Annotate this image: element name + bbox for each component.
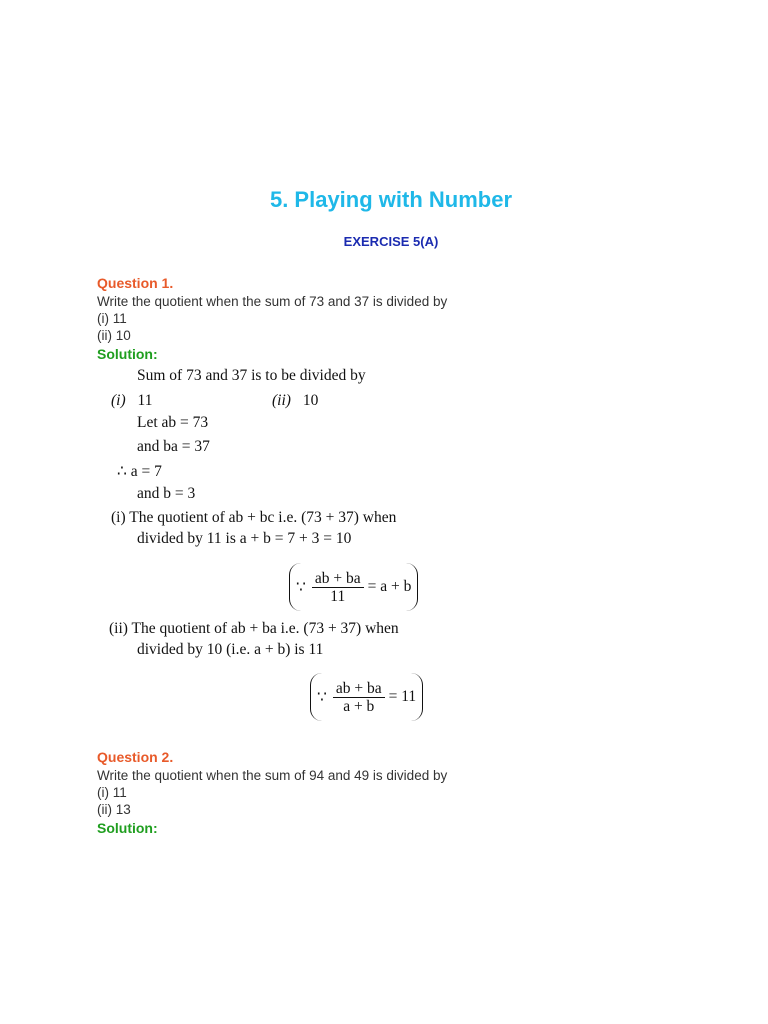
solution-part-i-line2: divided by 11 is a + b = 7 + 3 = 10 (137, 530, 352, 547)
solution-part-ii-line1: (ii) The quotient of ab + ba i.e. (73 + 37) when (109, 620, 399, 637)
solution-option-i (111, 392, 152, 410)
solution-and-b: and b = 3 (137, 485, 196, 502)
solution-let-ab: Let ab = 73 (137, 414, 209, 431)
exercise-heading: EXERCISE 5(A) (343, 234, 439, 249)
because-symbol-1: ∵ (296, 578, 306, 596)
solution-line-sum: Sum of 73 and 37 is to be divided by (137, 367, 366, 384)
solution-fraction-2 (310, 673, 423, 721)
solution-therefore-a: ∴ a = 7 (117, 463, 162, 480)
fraction-1-numerator: ab + ba (312, 570, 364, 588)
because-symbol-2: ∵ (317, 688, 327, 706)
question-1-option-i: (i) 11 (97, 311, 127, 326)
question-1-label: Question 1. (97, 275, 174, 291)
question-2-solution-label: Solution: (97, 820, 158, 836)
solution-part-ii-line2: divided by 10 (i.e. a + b) is 11 (137, 641, 324, 658)
fraction-2-numerator: ab + ba (333, 680, 385, 698)
fraction-1-denominator: 11 (330, 587, 346, 605)
question-1-solution-label: Solution: (97, 346, 158, 362)
solution-option-ii-label: (ii) (272, 392, 291, 409)
solution-option-ii (272, 392, 318, 410)
fraction-2-denominator: a + b (343, 697, 375, 715)
question-1-option-ii: (ii) 10 (97, 328, 131, 343)
solution-and-ba: and ba = 37 (137, 438, 210, 455)
question-2-option-ii: (ii) 13 (97, 802, 131, 817)
solution-fraction-1 (289, 563, 418, 611)
solution-option-ii-value: 10 (302, 392, 319, 409)
solution-option-i-value: 11 (137, 392, 153, 409)
question-2-option-i: (i) 11 (97, 785, 127, 800)
question-2-text: Write the quotient when the sum of 94 and 49 is divided by (97, 768, 448, 783)
solution-option-i-label: (i) (111, 392, 126, 409)
solution-part-i-line1: (i) The quotient of ab + bc i.e. (73 + 37) when (111, 509, 397, 526)
fraction-1-rhs: = a + b (367, 578, 412, 595)
question-2-label: Question 2. (97, 749, 174, 765)
question-1-text: Write the quotient when the sum of 73 and 37 is divided by (97, 294, 448, 309)
fraction-2-rhs: = 11 (388, 688, 417, 705)
page-title: 5. Playing with Number (269, 187, 513, 212)
